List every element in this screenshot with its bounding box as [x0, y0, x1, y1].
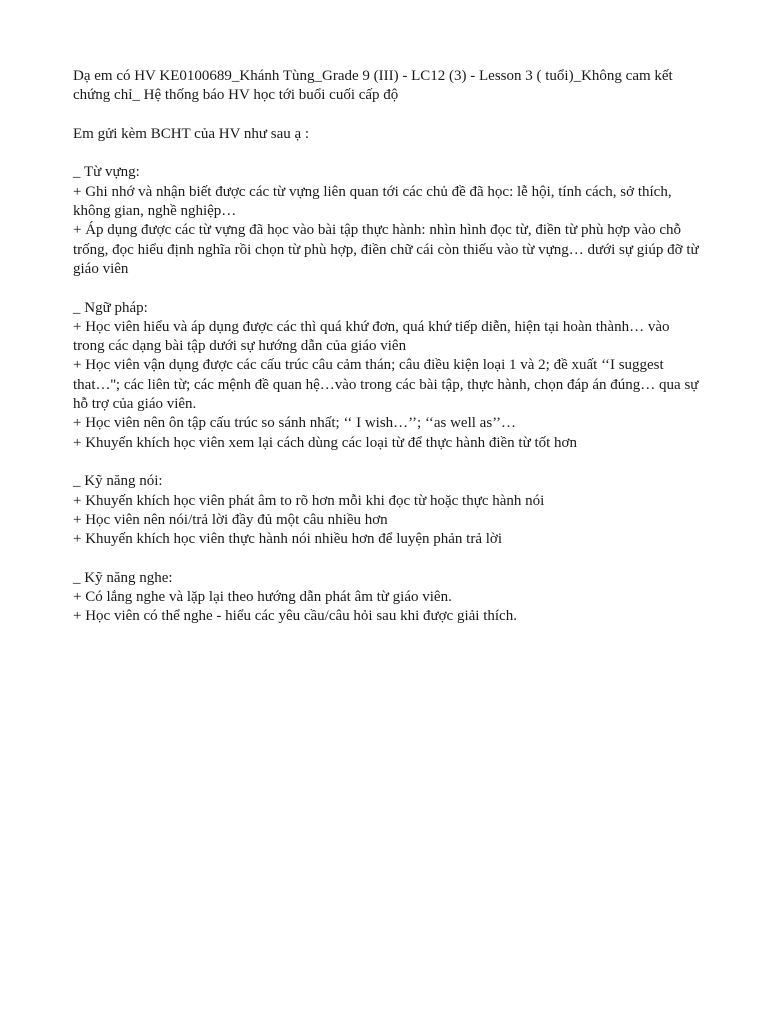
header-text: Dạ em có HV KE0100689_Khánh Tùng_Grade 9 (III) - LC12 (3) - Lesson 3 ( tuổi)_Không cam kết chứng chỉ_ Hệ thống báo HV học tới buổi cuối cấp độ: [73, 68, 673, 104]
section-speaking: [73, 472, 703, 549]
list-item: + Ghi nhớ và nhận biết được các từ vựng liên quan tới các chủ đề đã học: lễ hội, tính cách, sở thích, không gian, nghề nghiệp…: [73, 183, 672, 220]
list-item: + Khuyến khích học viên thực hành nói nhiều hơn để luyện phản trả lời: [73, 531, 503, 548]
section-heading: _ Ngữ pháp:: [73, 299, 148, 316]
intro-text: Em gửi kèm BCHT của HV như sau ạ :: [73, 125, 310, 142]
list-item: + Có lắng nghe và lặp lại theo hướng dẫn phát âm từ giáo viên.: [73, 589, 452, 606]
spacer: [73, 549, 703, 568]
list-item: + Áp dụng được các từ vựng đã học vào bài tập thực hành: nhìn hình đọc từ, điền từ phù hợp vào chỗ trống, đọc hiểu định nghĩa rồi chọn từ phù hợp, điền chữ cái còn thiếu vào từ vựng… dưới sự giúp đỡ từ giáo viên: [73, 222, 699, 277]
section-heading: _ Kỹ năng nói:: [73, 473, 163, 490]
spacer: [73, 453, 703, 472]
section-vocabulary: [73, 163, 703, 279]
spacer: [73, 279, 703, 298]
document-page: [73, 67, 703, 627]
spacer: [73, 106, 703, 125]
list-item: + Khuyến khích học viên xem lại cách dùng các loại từ để thực hành điền từ tốt hơn: [73, 434, 577, 451]
list-item: + Học viên vận dụng được các cấu trúc câu cảm thán; câu điều kiện loại 1 và 2; đề xuất ‘‘I suggest that…''; các liên từ; các mệnh đề quan hệ…vào trong các bài tập, thực hành, chọn đáp án đúng… qua sự hỗ trợ của giáo viên.: [73, 357, 699, 413]
list-item: + Học viên có thể nghe - hiểu các yêu cầu/câu hỏi sau khi được giải thích.: [73, 608, 517, 625]
section-listening: [73, 569, 703, 627]
section-heading: _ Từ vựng:: [73, 164, 140, 181]
section-grammar: [73, 299, 703, 453]
list-item: + Khuyến khích học viên phát âm to rõ hơn mỗi khi đọc từ hoặc thực hành nói: [73, 492, 545, 509]
section-heading: _ Kỹ năng nghe:: [73, 569, 173, 586]
list-item: + Học viên hiểu và áp dụng được các thì quá khứ đơn, quá khứ tiếp diễn, hiện tại hoàn thành… vào trong các dạng bài tập dưới sự hướng dẫn của giáo viên: [73, 318, 670, 355]
list-item: + Học viên nên nói/trả lời đầy đủ một câu nhiều hơn: [73, 511, 388, 528]
list-item: + Học viên nên ôn tập cấu trúc so sánh nhất; ‘‘ I wish…’’; ‘‘as well as’’…: [73, 415, 517, 432]
spacer: [73, 144, 703, 163]
